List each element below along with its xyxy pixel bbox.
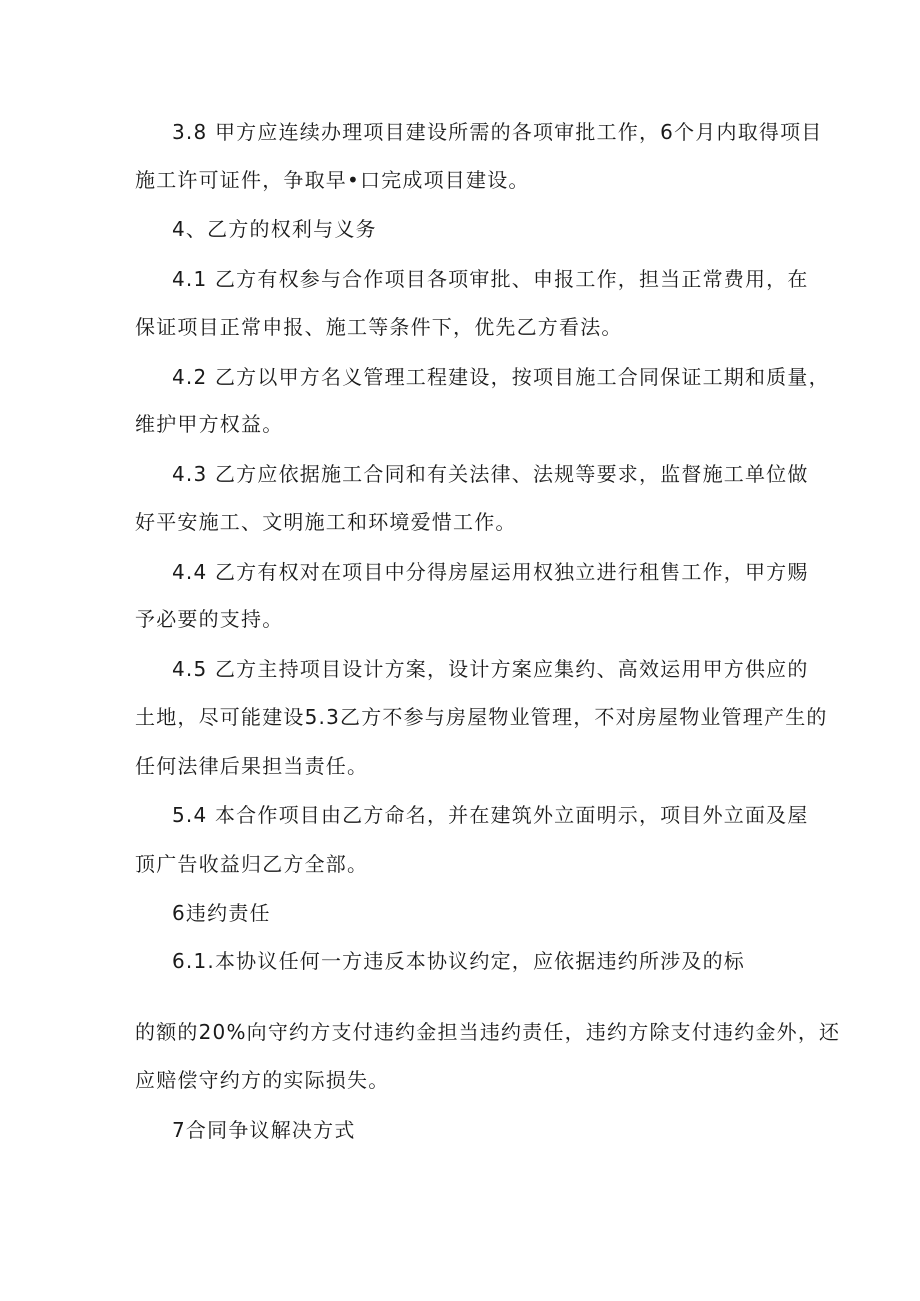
text-line: 予必要的支持。 [135, 607, 284, 631]
text-line: 5.4 本合作项目由乙方命名，并在建筑外立面明示，项目外立面及屋 [172, 803, 809, 827]
section-heading: 6违约责任 [172, 901, 271, 925]
text-line: 顶广告收益归乙方全部。 [135, 852, 369, 876]
text-line: 好平安施工、文明施工和环境爱惜工作。 [135, 510, 517, 534]
text-line: 土地，尽可能建设5.3乙方不参与房屋物业管理，不对房屋物业管理产生的 [135, 705, 828, 729]
text-line: 6.1.本协议任何一方违反本协议约定，应依据违约所涉及的标 [172, 949, 745, 973]
section-heading: 7合同争议解决方式 [172, 1118, 356, 1142]
text-line: 4.5 乙方主持项目设计方案，设计方案应集约、高效运用甲方供应的 [172, 657, 809, 681]
text-line: 保证项目正常申报、施工等条件下，优先乙方看法。 [135, 315, 623, 339]
section-heading: 4、乙方的权利与义务 [172, 217, 377, 241]
text-line: 4.3 乙方应依据施工合同和有关法律、法规等要求，监督施工单位做 [172, 462, 809, 486]
text-line: 3.8 甲方应连续办理项目建设所需的各项审批工作，6个月内取得项目 [172, 120, 823, 144]
text-line: 4.4 乙方有权对在项目中分得房屋运用权独立进行租售工作，甲方赐 [172, 560, 809, 584]
text-line: 应赔偿守约方的实际损失。 [135, 1068, 390, 1092]
text-line: 4.2 乙方以甲方名义管理工程建设，按项目施工合同保证工期和质量， [172, 365, 830, 389]
text-line: 4.1 乙方有权参与合作项目各项审批、申报工作，担当正常费用，在 [172, 267, 809, 291]
text-line: 施工许可证件，争取早•口完成项目建设。 [135, 168, 530, 192]
text-line: 维护甲方权益。 [135, 412, 284, 436]
text-line: 的额的20%向守约方支付违约金担当违约责任，违约方除支付违约金外，还 [135, 1020, 841, 1044]
text-line: 任何法律后果担当责任。 [135, 754, 369, 778]
